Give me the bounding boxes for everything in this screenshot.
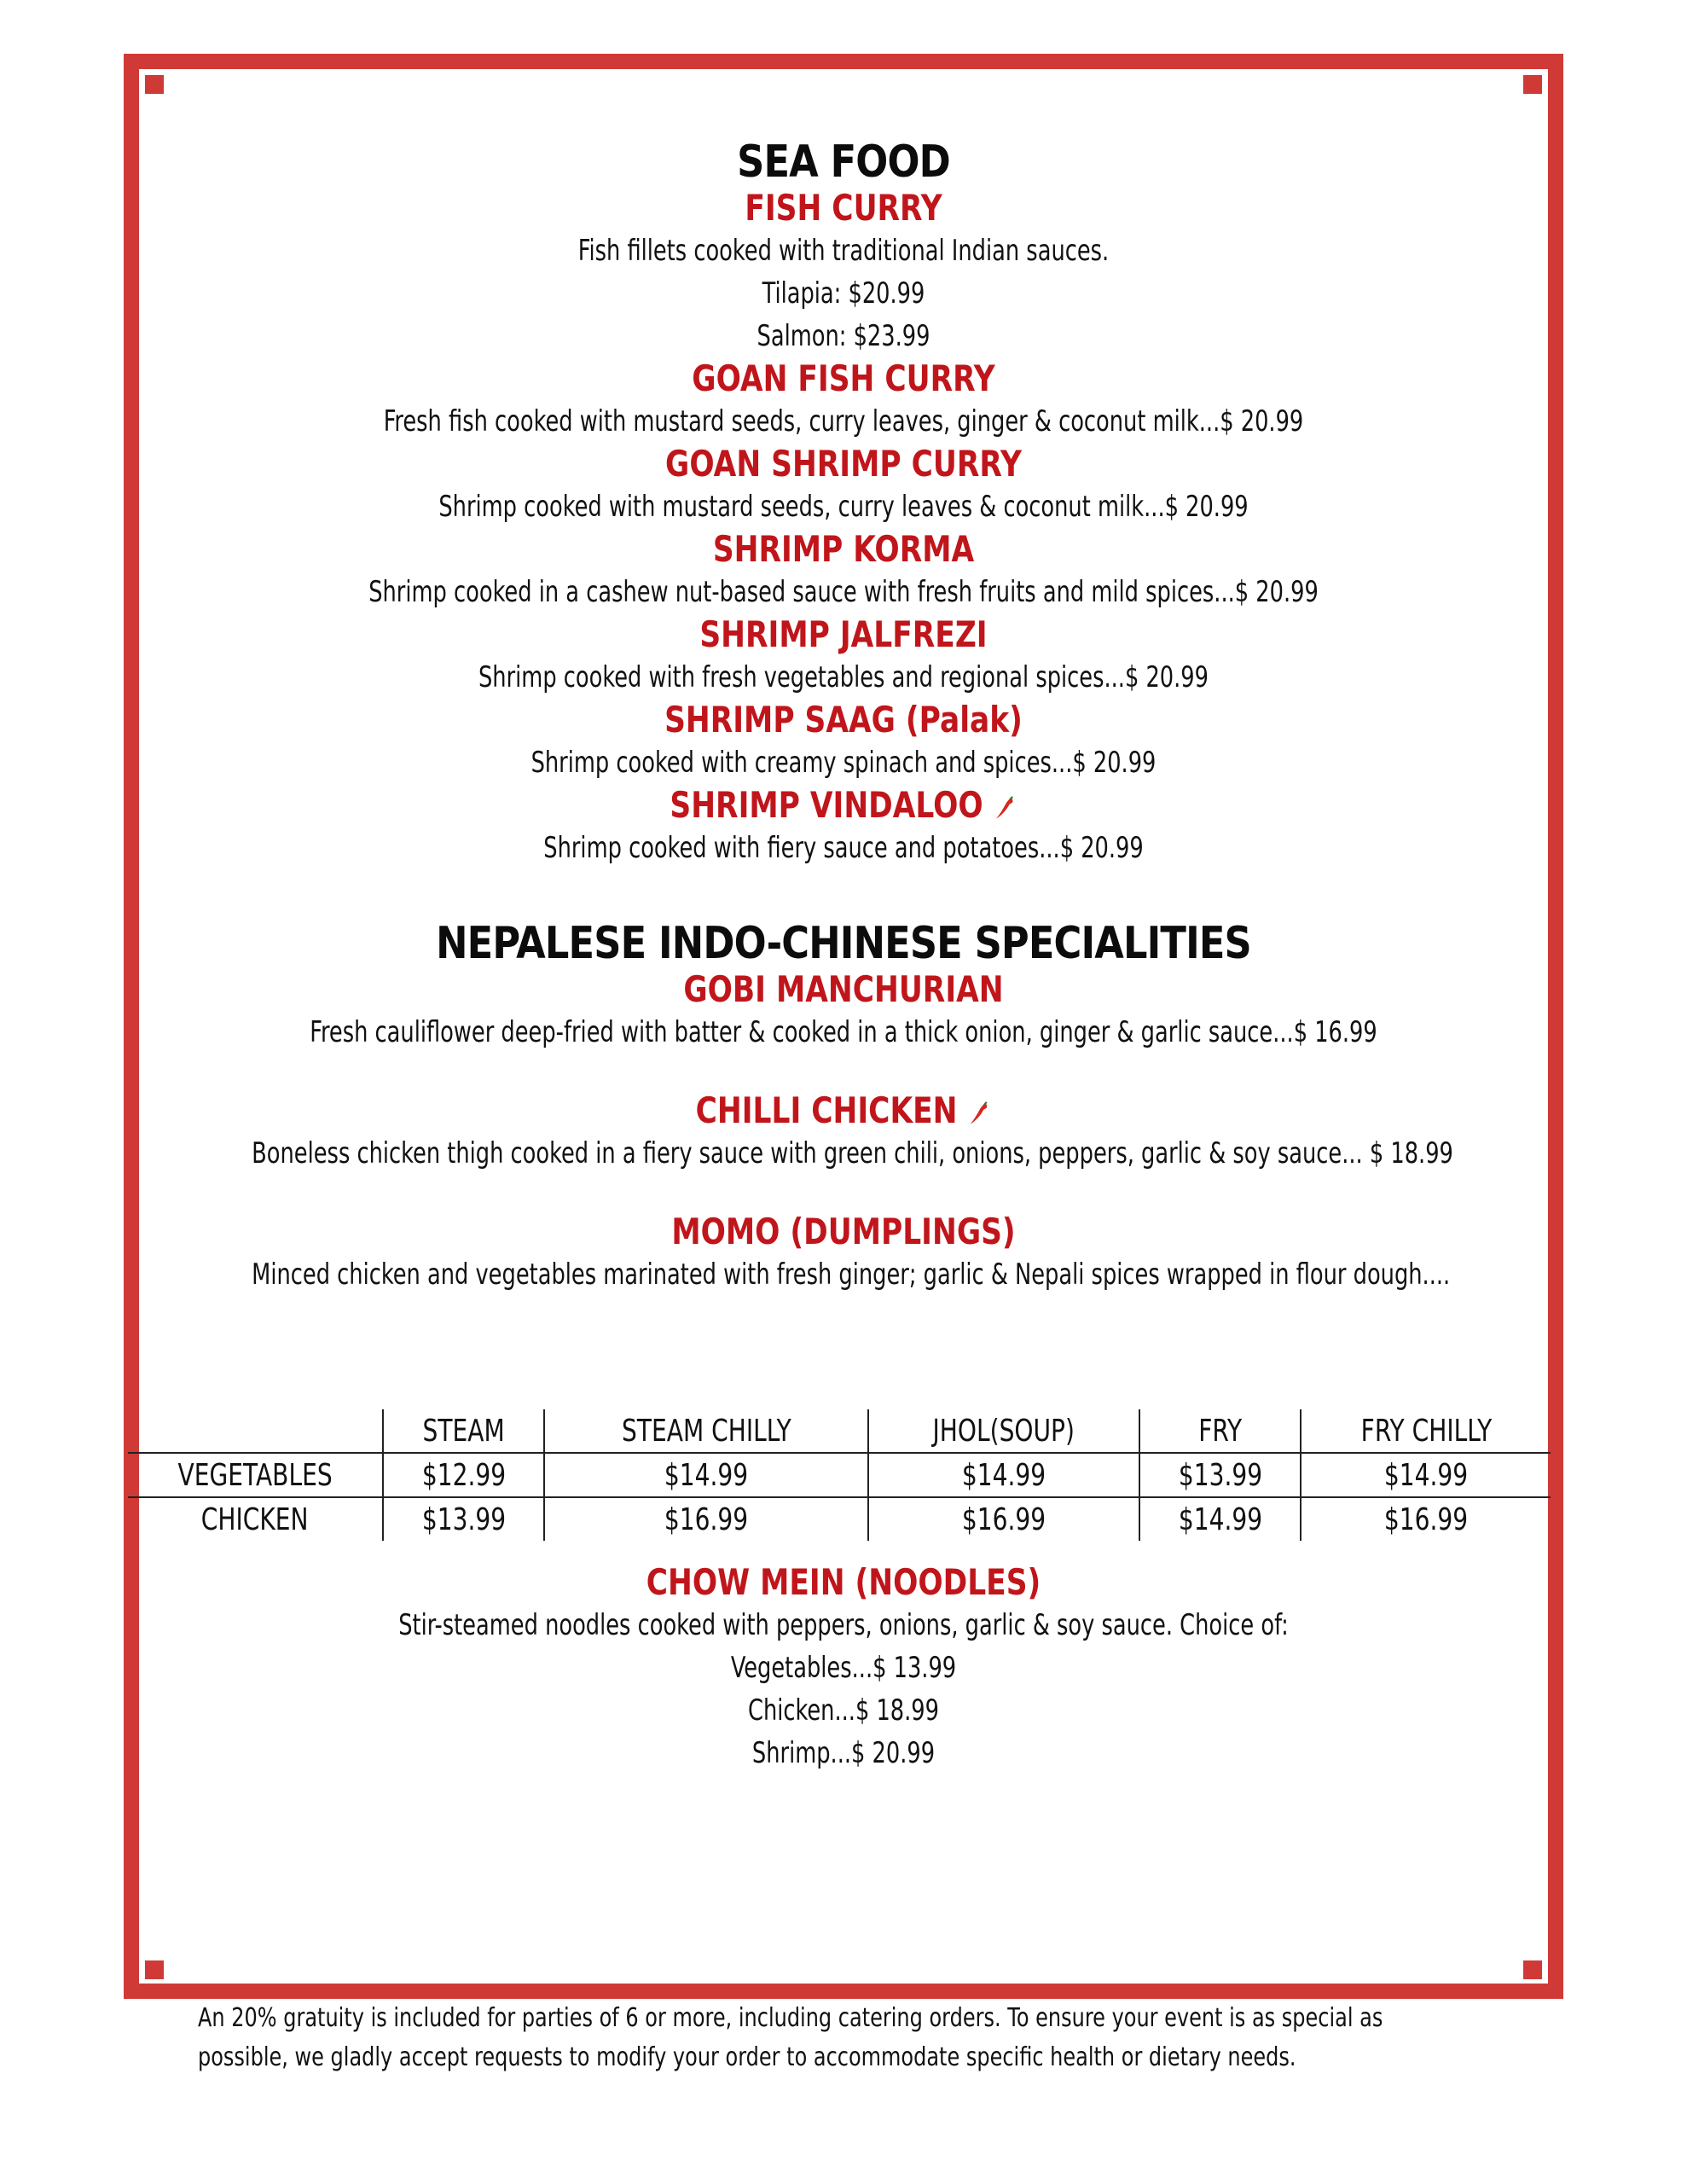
item-option: Shrimp...$ 20.99: [751, 1736, 936, 1770]
item-description: Shrimp cooked with fiery sauce and potatoes...$ 20.99: [543, 831, 1144, 865]
item-option: Chicken...$ 18.99: [748, 1693, 939, 1728]
table-header-cell: STEAM CHILLY: [544, 1409, 868, 1453]
table-header-row: [128, 1409, 1551, 1453]
frame-top-border: [162, 54, 1525, 69]
item-description: Fish fillets cooked with traditional Indian sauces.: [577, 234, 1110, 268]
section-title-seafood: SEA FOOD: [737, 136, 950, 188]
table-cell: $13.99: [383, 1497, 544, 1541]
table-cell: $14.99: [1301, 1453, 1551, 1497]
table-cell: $16.99: [868, 1497, 1139, 1541]
table-row-label: CHICKEN: [128, 1497, 383, 1541]
table-header-cell: JHOL(SOUP): [868, 1409, 1139, 1453]
table-cell: $13.99: [1139, 1453, 1301, 1497]
item-name: CHOW MEIN (NOODLES): [646, 1561, 1041, 1603]
chow-mein-block: [139, 1561, 1548, 1774]
frame-left-border: [124, 92, 139, 1960]
item-name: FISH CURRY: [745, 187, 942, 229]
gratuity-note-line: possible, we gladly accept requests to modify your order to accommodate specific health or dietary needs.: [198, 2042, 1296, 2072]
item-description: Fresh cauliflower deep-fried with batter & cooked in a thick onion, ginger & garlic sauce...$ 16.99: [310, 1015, 1377, 1049]
table-cell: $14.99: [544, 1453, 868, 1497]
item-description: Minced chicken and vegetables marinated with fresh ginger; garlic & Nepali spices wrapped in flour dough....: [252, 1258, 1451, 1292]
table-header-corner: [128, 1409, 383, 1453]
item-option: Vegetables...$ 13.99: [730, 1651, 957, 1685]
item-name: GOAN FISH CURRY: [692, 357, 995, 399]
momo-price-table: [128, 1409, 1551, 1541]
table-header-cell: FRY: [1139, 1409, 1301, 1453]
item-description: Shrimp cooked with fresh vegetables and regional spices...$ 20.99: [478, 660, 1209, 694]
item-description: Fresh fish cooked with mustard seeds, curry leaves, ginger & coconut milk...$ 20.99: [383, 404, 1304, 439]
table-row: [128, 1497, 1551, 1541]
table-cell: $16.99: [1301, 1497, 1551, 1541]
table-cell: $16.99: [544, 1497, 868, 1541]
table-cell: $14.99: [1139, 1497, 1301, 1541]
item-description: Shrimp cooked with mustard seeds, curry leaves & coconut milk...$ 20.99: [438, 490, 1249, 524]
item-name: SHRIMP SAAG (Palak): [664, 699, 1023, 741]
frame-notch: [145, 1960, 164, 1979]
section-title-indo-chinese: NEPALESE INDO-CHINESE SPECIALITIES: [436, 918, 1251, 969]
item-name: SHRIMP KORMA: [712, 528, 975, 570]
frame-right-border: [1548, 92, 1563, 1960]
item-name: GOAN SHRIMP CURRY: [665, 443, 1022, 485]
menu-page: [139, 69, 1548, 1296]
gratuity-note-line: An 20% gratuity is included for parties of 6 or more, including catering orders. To ensure your event is as special as: [198, 2003, 1383, 2033]
frame-bottom-border: [162, 1984, 1525, 1999]
item-description: Stir-steamed noodles cooked with peppers, onions, garlic & soy sauce. Choice of:: [398, 1608, 1289, 1642]
item-description: Boneless chicken thigh cooked in a fiery sauce with green chili, onions, peppers, garlic & soy sauce... $ 18.99: [252, 1136, 1453, 1170]
item-name: SHRIMP VINDALOO: [670, 784, 983, 826]
table-cell: $12.99: [383, 1453, 544, 1497]
table-header-cell: FRY CHILLY: [1301, 1409, 1551, 1453]
chili-pepper-icon: [994, 793, 1017, 822]
item-name: CHILLI CHICKEN: [695, 1089, 958, 1131]
item-name: GOBI MANCHURIAN: [683, 968, 1004, 1010]
table-row: [128, 1453, 1551, 1497]
gratuity-note: [198, 1999, 1383, 2077]
chili-pepper-icon: [967, 1099, 991, 1128]
frame-notch: [1523, 1960, 1542, 1979]
table-cell: $14.99: [868, 1453, 1139, 1497]
item-price: Salmon: $23.99: [757, 319, 930, 353]
item-name-row: [266, 1089, 1422, 1132]
table-row-label: VEGETABLES: [128, 1453, 383, 1497]
item-price: Tilapia: $20.99: [762, 276, 925, 311]
item-name: MOMO (DUMPLINGS): [671, 1211, 1016, 1252]
item-description: Shrimp cooked in a cashew nut-based sauce with fresh fruits and mild spices...$ 20.99: [368, 575, 1319, 609]
item-name: SHRIMP JALFREZI: [699, 613, 988, 655]
item-name-row: [266, 784, 1422, 827]
item-description: Shrimp cooked with creamy spinach and spices...$ 20.99: [530, 746, 1157, 780]
table-header-cell: STEAM: [383, 1409, 544, 1453]
